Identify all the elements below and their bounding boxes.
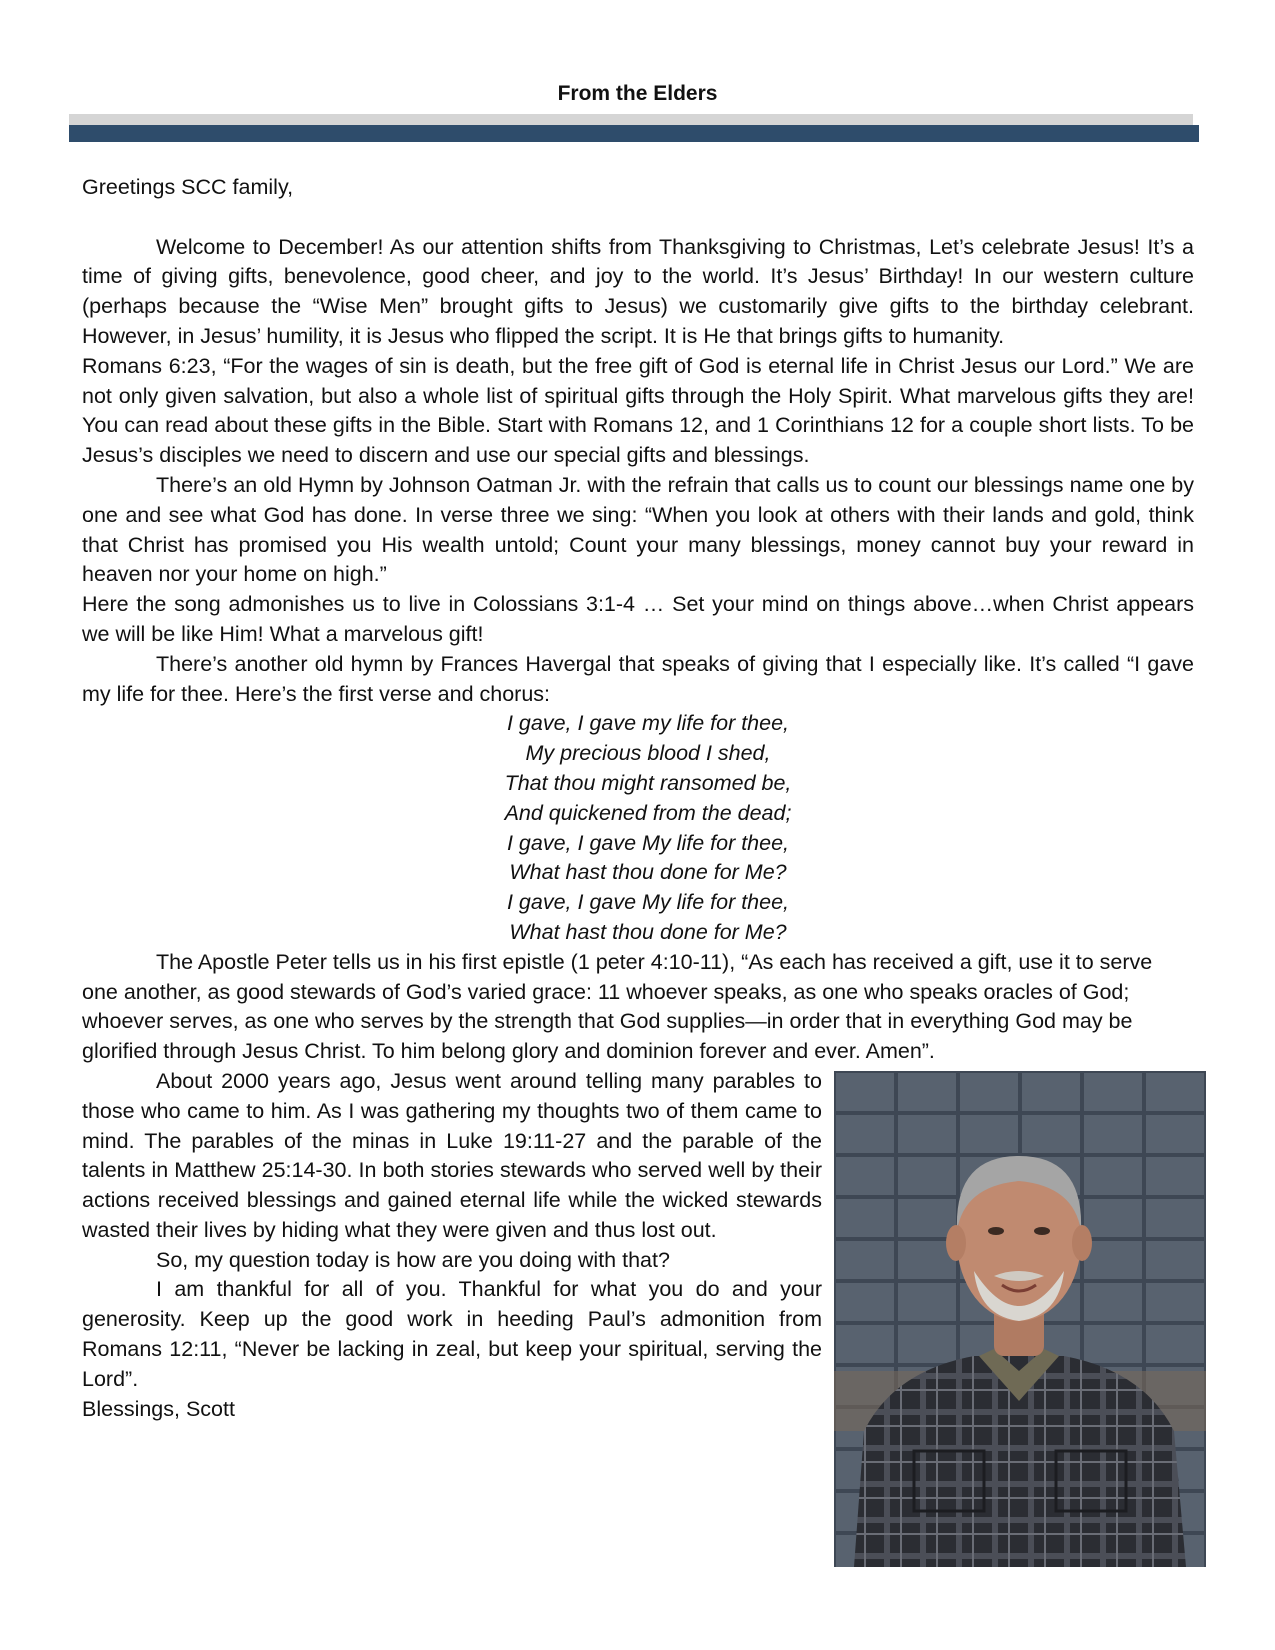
letter-body [82,173,1194,1567]
signoff: Blessings, Scott [82,1396,235,1421]
hymn-line: And quickened from the dead; [504,800,792,825]
spacer [82,203,1194,233]
author-photo [834,1071,1206,1567]
paragraph-question: So, my question today is how are you doing with that? [156,1247,670,1272]
paragraph-hymn-havergal: There’s another old hymn by Frances Havergal that speaks of giving that I especially like. It’s called “I gave my life for thee. Here’s the first verse and chorus: [82,651,1194,706]
hymn-verse [82,709,1194,947]
paragraph-parables: About 2000 years ago, Jesus went around telling many parables to those who came to him. As I was gathering my thoughts two of them came to mind. The parables of the minas in Luke 19:11-27 and the parable of the talents in Matthew 25:14-30. In both stories stewards who served well by their actions received blessings and gained eternal life while the wicked stewards wasted their lives by hiding what they were given and thus lost out. [82,1068,822,1242]
header-rule-light [69,114,1193,125]
hymn-line: I gave, I gave My life for thee, [506,890,790,915]
hymn-line: What hast thou done for Me? [509,919,787,944]
paragraph-peter-text: The Apostle Peter tells us in his first epistle (1 peter 4:10-11), “As each has received a gift, use it to serve one another, as good stewards of God’s varied grace: 11 whoever speaks, as one who speaks oracles of God; whoever serves, as one who serves by the strength that God supplies—in order that in everything God may be glorified through Jesus Christ. To him belong glory and dominion forever and ever. Amen”. [82,949,1153,1064]
greeting-line: Greetings SCC family, [82,175,294,199]
paragraph-romans: Romans 6:23, “For the wages of sin is death, but the free gift of God is eternal life in Christ Jesus our Lord.” We are not only given salvation, but also a whole list of spiritual gifts through the Holy Spirit. What marvelous gifts they are! You can read about these gifts in the Bible. Start with Romans 12, and 1 Corinthians 12 for a couple short lists. To be Jesus’s disciples we need to discern and use our special gifts and blessings. [82,353,1194,468]
header-rule-dark [69,125,1199,142]
hymn-line: What hast thou done for Me? [509,860,787,885]
paragraph-colossians: Here the song admonishes us to live in Colossians 3:1-4 … Set your mind on things above…when Christ appears we will be like Him! What a marvelous gift! [82,592,1194,646]
paragraph-thanks: I am thankful for all of you. Thankful for what you do and your generosity. Keep up the good work in heeding Paul’s admonition from Romans 12:11, “Never be lacking in zeal, but keep your spiritual, serving the Lord”. [82,1277,822,1391]
hymn-line: That thou might ransomed be, [504,770,792,795]
hymn-line: My precious blood I shed, [525,741,771,766]
page-title: From the Elders [557,82,718,105]
paragraph-peter [82,948,1194,1067]
hymn-line: I gave, I gave My life for thee, [506,830,790,855]
paragraph-welcome: Welcome to December! As our attention shifts from Thanksgiving to Christmas, Let’s celebrate Jesus! It’s a time of giving gifts, benevolence, good cheer, and joy to the world. It’s Jesus’ Birthday! In our western culture (perhaps because the “Wise Men” brought gifts to Jesus) we customarily give gifts to the birthday celebrant. However, in Jesus’ humility, it is Jesus who flipped the script. It is He that brings gifts to humanity. [82,234,1194,348]
paragraph-hymn-oatman: There’s an old Hymn by Johnson Oatman Jr. with the refrain that calls us to count our blessings name one by one and see what God has done. In verse three we sing: “When you look at others with their lands and gold, think that Christ has promised you His wealth untold; Count your many blessings, money cannot buy your reward in heaven nor your home on high.” [82,472,1194,587]
hymn-line: I gave, I gave my life for thee, [506,711,790,736]
